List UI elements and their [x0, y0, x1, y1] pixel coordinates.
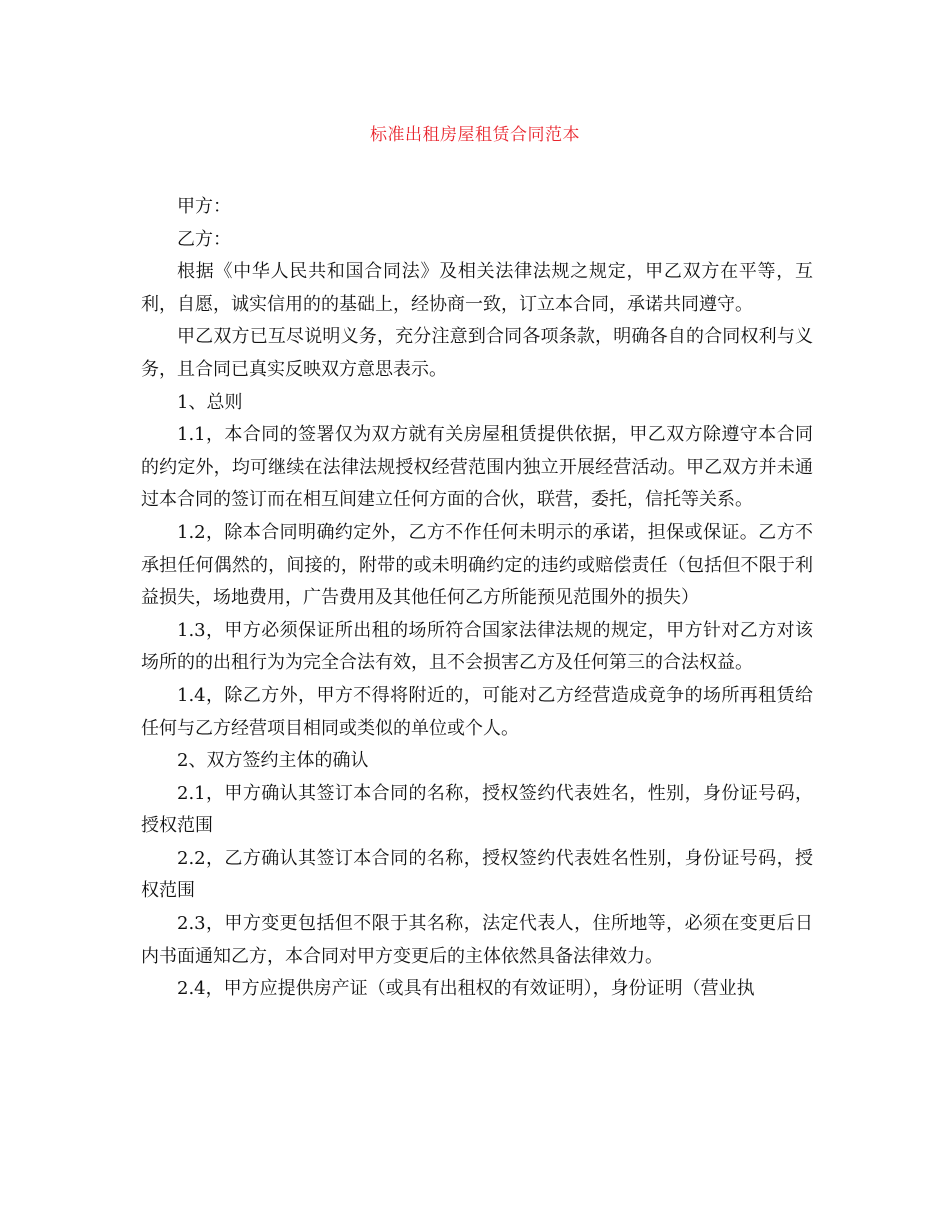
clause-1-1: 1.1，本合同的签署仅为双方就有关房屋租赁提供依据，甲乙双方除遵守本合同的约定外，均可继续在法律法规授权经营范围内独立开展经营活动。甲乙双方并未通过本合同的签订而在相互间建立任何方面的合伙，联营，委托，信托等关系。 [141, 424, 813, 511]
document-body [141, 191, 813, 1006]
disclosure-paragraph: 甲乙双方已互尽说明义务，充分注意到合同各项条款，明确各自的合同权利与义务，且合同已真实反映双方意思表示。 [141, 326, 813, 380]
clause-2-4: 2.4，甲方应提供房产证（或具有出租权的有效证明），身份证明（营业执 [177, 978, 755, 1000]
party-a-line: 甲方： [177, 196, 231, 217]
party-b-line: 乙方： [177, 228, 231, 250]
clause-1-2: 1.2，除本合同明确约定外，乙方不作任何未明示的承诺，担保或保证。乙方不承担任何偶然的，间接的，附带的或未明确约定的违约或赔偿责任（包括但不限于利益损失，场地费用，广告费用及其他任何乙方所能预见范围外的损失） [141, 521, 813, 609]
document-title: 标准出租房屋租赁合同范本 [370, 125, 580, 145]
clause-2-2: 2.2，乙方确认其签订本合同的名称，授权签约代表姓名性别，身份证号码，授权范围 [141, 847, 813, 902]
clause-2-3: 2.3，甲方变更包括但不限于其名称，法定代表人，住所地等，必须在变更后日内书面通知乙方，本合同对甲方变更后的主体依然具备法律效力。 [141, 913, 813, 967]
clause-1-3: 1.3，甲方必须保证所出租的场所符合国家法律法规的规定，甲方针对乙方对该场所的的出租行为为完全合法有效，且不会损害乙方及任何第三的合法权益。 [141, 619, 813, 674]
clause-2-1: 2.1，甲方确认其签订本合同的名称，授权签约代表姓名，性别，身份证号码，授权范围 [141, 782, 813, 837]
section-heading-general: 1、总则 [177, 391, 243, 413]
preamble-paragraph: 根据《中华人民共和国合同法》及相关法律法规之规定，甲乙双方在平等，互利，自愿，诚实信用的的基础上，经协商一致，订立本合同，承诺共同遵守。 [141, 261, 813, 315]
clause-1-4: 1.4，除乙方外，甲方不得将附近的，可能对乙方经营造成竟争的场所再租赁给任何与乙方经营项目相同或类似的单位或个人。 [141, 684, 813, 739]
section-heading-parties: 2、双方签约主体的确认 [177, 750, 369, 772]
